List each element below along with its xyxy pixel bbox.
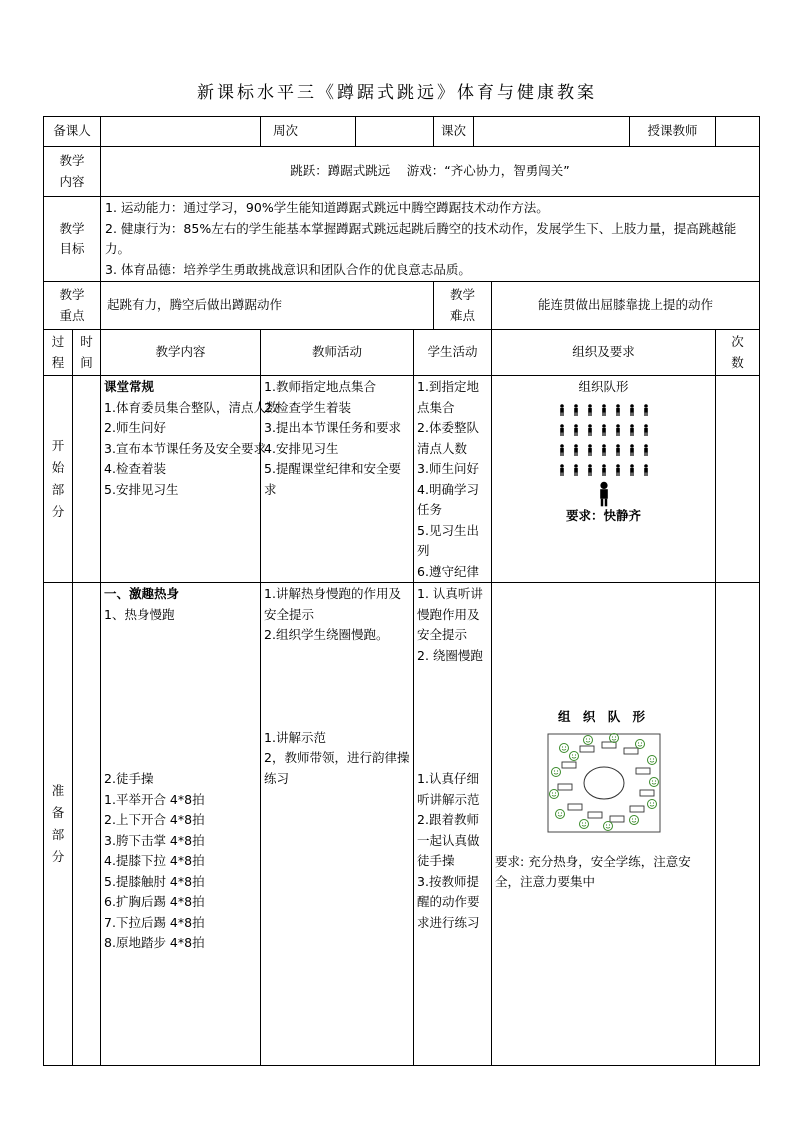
objective-item: 3. 体育品德：培养学生勇敢挑战意识和团队合作的优良意志品质。 [105,261,471,277]
prep-label: 备课人 [44,117,101,147]
smiley-icon [609,733,618,742]
org-requirement: 要求：快静齐 [566,507,642,523]
smiley-icon [551,767,560,776]
page-title: 新课标水平三《蹲踞式跳远》体育与健康教案 [197,83,597,103]
list-item: 1.讲解热身慢跑的作用及安全提示 [264,586,401,622]
list-item: 4.明确学习任务 [417,481,479,517]
smiley-icon [549,789,558,798]
list-item: 4.安排见习生 [264,440,339,456]
list-item: 2.检查学生着装 [264,399,351,415]
mat-marker [568,804,582,810]
smiley-icon [629,815,638,824]
objectives-text [101,197,760,282]
prep-content [101,583,261,1066]
prep-phase-label: 准 备 部 分 [44,583,73,1066]
smiley-icon [555,809,564,818]
objectives-label: 教学 目标 [44,197,101,282]
student-icon [588,424,592,436]
list-item: 2，教师带领，进行韵律操练习 [264,750,410,786]
list-item: 1.体育委员集合整队，清点人数 [104,399,279,415]
difficulty-text: 能连贯做出屈膝靠拢上提的动作 [492,282,760,330]
prep-value [101,117,261,147]
warmup-formation-diagram [544,732,664,836]
start-phase-label: 开 始 部 分 [44,376,73,583]
list-item: 2.师生问好 [104,420,166,435]
student-icon [616,424,620,436]
objectives-row [44,197,760,282]
mat-marker [562,762,576,768]
list-item: 4.提膝下拉 4*8拍 [104,853,205,868]
smiley-icon [569,751,578,760]
student-icon [644,424,648,436]
smiley-icon [579,819,588,828]
col-teacher: 教师活动 [261,330,414,376]
content-text: 跳跃：蹲踞式跳远 游戏：“齐心协力，智勇闯关” [101,147,760,197]
student-icon [630,424,634,436]
student-icon [588,464,592,476]
prep-organization [492,583,716,1066]
student-icon [602,464,606,476]
list-item: 2. 绕圈慢跑 [417,647,483,663]
list-item: 5.见习生出列 [417,522,479,558]
student-icon [630,444,634,456]
mat-marker [580,746,594,752]
list-item: 2.组织学生绕圈慢跑。 [264,627,389,642]
student-icon [644,404,648,416]
smiley-icon [649,777,658,786]
prep-student [414,583,492,1066]
start-teacher [261,376,414,583]
key-text: 起跳有力，腾空后做出蹲踞动作 [101,282,434,330]
list-item: 6.扩胸后踢 4*8拍 [104,894,205,909]
teacher-value [716,117,760,147]
lesson-label: 课次 [434,117,474,147]
key-label: 教学 重点 [44,282,101,330]
student-icon [616,464,620,476]
mat-marker [588,812,602,818]
student-icon [574,404,578,416]
list-item: 4.检查着装 [104,461,166,476]
col-count: 次 数 [716,330,760,376]
content-label: 教学 内容 [44,147,101,197]
lesson-value [474,117,630,147]
student-icon [630,464,634,476]
start-content-title: 课堂常规 [104,379,155,394]
objective-item: 2. 健康行为：85%左右的学生能基本掌握蹲踞式跳远起跳后腾空的技术动作，发展学生下、上肢力量，提高跳越能力。 [105,220,737,256]
student-icon [560,444,564,456]
formation-diagram [549,398,659,506]
prep-count [716,583,760,1066]
list-item: 3.宣布本节课任务及安全要求 [104,440,266,456]
lesson-plan-table [43,116,760,1066]
smiley-icon [635,739,644,748]
student-icon [574,444,578,456]
content-row [44,147,760,197]
student-icon [560,424,564,436]
start-content [101,376,279,583]
mat-marker [630,806,644,812]
list-item: 8.原地踏步 4*8拍 [104,935,205,950]
student-icon [602,404,606,416]
list-item: 5.提膝触肘 4*8拍 [104,873,205,889]
teacher-label: 授课教师 [630,117,716,147]
list-item: 1.平举开合 4*8拍 [104,791,205,807]
start-organization [492,376,716,583]
prep-phase-row [44,583,760,1066]
list-item: 2.上下开合 4*8拍 [104,812,205,827]
student-icon [644,444,648,456]
start-count [716,376,760,583]
list-item: 1.认真仔细听讲解示范 [417,771,480,807]
smiley-icon [583,735,592,744]
header-row [44,117,760,147]
list-item: 7.下拉后踢 4*8拍 [104,914,205,930]
col-process: 过 程 [44,330,73,376]
list-item: 1.到指定地点集合 [417,379,479,415]
mat-marker [636,768,650,774]
start-time [73,376,101,583]
student-icon [560,404,564,416]
col-organization: 组织及要求 [492,330,716,376]
teacher-icon [600,481,608,506]
list-item: 2.跟着教师一起认真做徒手操 [417,812,480,868]
list-item: 3.提出本节课任务和要求 [264,420,401,435]
difficulty-label: 教学 难点 [434,282,492,330]
list-item: 6.遵守纪律 [417,563,479,579]
student-icon [588,444,592,456]
student-icon [602,444,606,456]
week-value [356,117,434,147]
list-item: 1. 认真听讲慢跑作用及安全提示 [417,586,483,642]
student-icon [644,464,648,476]
mat-marker [624,748,638,754]
student-icon [574,424,578,436]
org-requirement: 要求: 充分热身，安全学练，注意安全，注意力要集中 [495,853,691,889]
mat-marker [640,790,654,796]
smiley-icon [647,799,656,808]
student-icon [602,424,606,436]
col-time: 时 间 [73,330,101,376]
student-icon [616,444,620,456]
prep-teacher [261,583,414,1066]
list-item: 3.按教师提醒的动作要求进行练习 [417,873,480,930]
objective-item: 1. 运动能力：通过学习，90%学生能知道蹲踞式跳远中腾空蹲踞技术动作方法。 [105,200,549,215]
list-item: 3.师生问好 [417,461,479,476]
col-student: 学生活动 [414,330,492,376]
list-item: 5.安排见习生 [104,481,179,497]
list-item: 2.体委整队清点人数 [417,420,479,456]
list-item: 5.提醒课堂纪律和安全要求 [264,461,401,497]
list-item: 1.教师指定地点集合 [264,379,376,394]
start-student [414,376,492,583]
column-header-row [44,330,760,376]
list-item: 1.讲解示范 [264,729,326,745]
prep-time [73,583,101,1066]
student-icon [588,404,592,416]
col-content: 教学内容 [101,330,261,376]
section-title: 一、激趣热身 [104,586,180,601]
list-item: 3.胯下击掌 4*8拍 [104,832,205,848]
smiley-icon [559,743,568,752]
student-icon [630,404,634,416]
student-icon [574,464,578,476]
exercise-title: 2.徒手操 [104,771,154,786]
smiley-icon [603,821,612,830]
jog-title: 1、热身慢跑 [104,606,175,622]
org-title: 组 织 队 形 [557,709,650,724]
org-title: 组织队形 [578,379,629,394]
mat-marker [610,816,624,822]
smiley-icon [647,755,656,764]
student-icon [616,404,620,416]
start-phase-row [44,376,760,583]
mat-marker [558,784,572,790]
student-icon [560,464,564,476]
keypoints-row [44,282,760,330]
week-label: 周次 [261,117,356,147]
